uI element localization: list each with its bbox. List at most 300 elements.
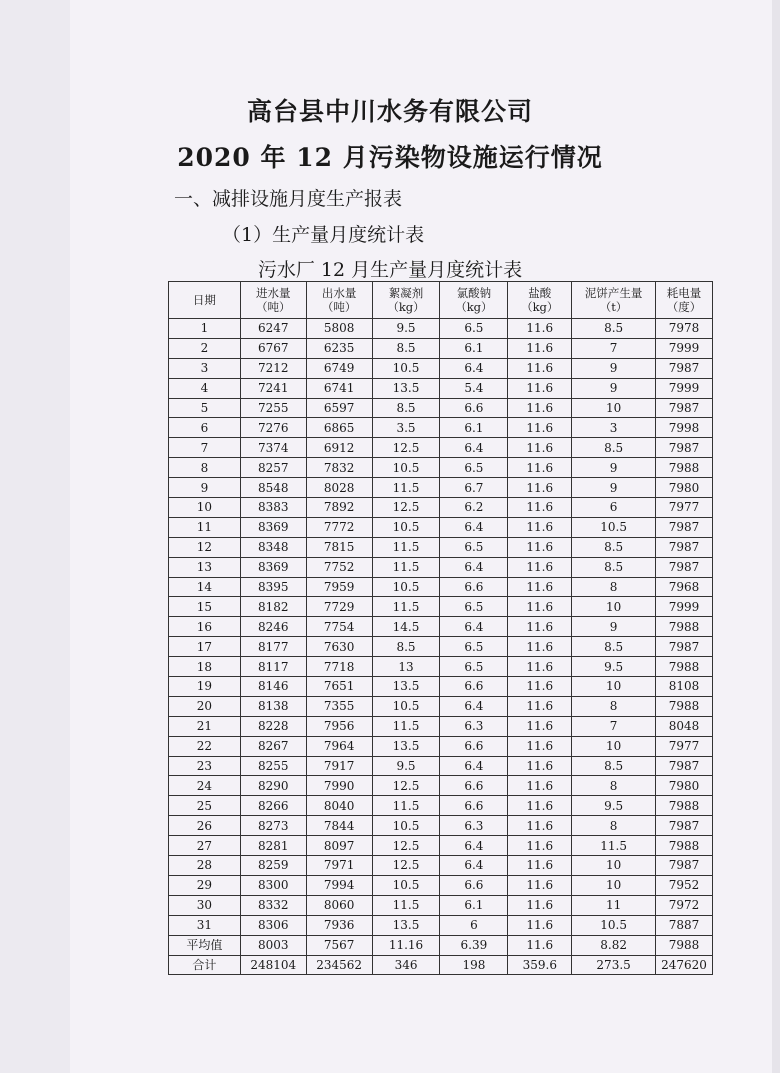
column-header bbox=[372, 282, 440, 319]
table-cell: 7956 bbox=[306, 716, 372, 736]
table-cell: 7988 bbox=[656, 657, 713, 677]
table-cell: 8040 bbox=[306, 796, 372, 816]
table-cell: 7754 bbox=[306, 617, 372, 637]
table-cell: 12.5 bbox=[372, 438, 440, 458]
table-cell: 11.6 bbox=[508, 597, 572, 617]
table-cell: 29 bbox=[169, 875, 241, 895]
table-cell: 13.5 bbox=[372, 378, 440, 398]
table-cell: 7988 bbox=[656, 836, 713, 856]
table-cell: 10 bbox=[572, 875, 656, 895]
table-cell: 6.39 bbox=[440, 935, 508, 955]
table-cell: 27 bbox=[169, 836, 241, 856]
column-header-label: 盐酸 bbox=[528, 286, 552, 300]
table-cell: 6.3 bbox=[440, 716, 508, 736]
table-cell: 6.4 bbox=[440, 358, 508, 378]
table-cell: 6 bbox=[572, 498, 656, 518]
table-cell: 9.5 bbox=[572, 657, 656, 677]
table-cell: 9 bbox=[572, 378, 656, 398]
table-cell: 11.6 bbox=[508, 875, 572, 895]
table-cell: 10 bbox=[572, 597, 656, 617]
table-cell: 5 bbox=[169, 398, 241, 418]
table-cell: 11.6 bbox=[508, 438, 572, 458]
table-cell: 7980 bbox=[656, 776, 713, 796]
table-cell: 7374 bbox=[240, 438, 306, 458]
table-cell: 3 bbox=[572, 418, 656, 438]
table-cell: 9 bbox=[572, 358, 656, 378]
table-cell: 7 bbox=[572, 716, 656, 736]
table-row bbox=[169, 398, 713, 418]
table-cell: 7276 bbox=[240, 418, 306, 438]
column-header bbox=[508, 282, 572, 319]
table-row bbox=[169, 458, 713, 478]
table-cell: 7255 bbox=[240, 398, 306, 418]
table-cell: 6749 bbox=[306, 358, 372, 378]
table-cell: 198 bbox=[440, 955, 508, 975]
table-cell: 11.6 bbox=[508, 557, 572, 577]
table-row bbox=[169, 696, 713, 716]
table-cell: 8281 bbox=[240, 836, 306, 856]
table-cell: 8332 bbox=[240, 895, 306, 915]
table-cell: 7988 bbox=[656, 696, 713, 716]
table-cell: 6.7 bbox=[440, 478, 508, 498]
table-cell: 7999 bbox=[656, 378, 713, 398]
table-cell: 22 bbox=[169, 736, 241, 756]
table-cell: 7998 bbox=[656, 418, 713, 438]
table-cell: 7729 bbox=[306, 597, 372, 617]
table-cell: 8369 bbox=[240, 517, 306, 537]
column-header-unit: （kg） bbox=[455, 300, 493, 314]
table-cell: 10 bbox=[572, 856, 656, 876]
table-cell: 8.5 bbox=[572, 438, 656, 458]
table-cell: 8 bbox=[572, 776, 656, 796]
table-cell: 7630 bbox=[306, 637, 372, 657]
table-cell: 11.5 bbox=[372, 895, 440, 915]
table-cell: 8.5 bbox=[372, 398, 440, 418]
table-cell: 11.6 bbox=[508, 696, 572, 716]
table-cell: 31 bbox=[169, 915, 241, 935]
table-cell: 8 bbox=[169, 458, 241, 478]
table-row bbox=[169, 677, 713, 697]
table-cell: 8257 bbox=[240, 458, 306, 478]
table-cell: 7887 bbox=[656, 915, 713, 935]
table-cell: 7355 bbox=[306, 696, 372, 716]
column-header-label: 泥饼产生量 bbox=[584, 286, 643, 300]
table-cell: 8048 bbox=[656, 716, 713, 736]
table-cell: 8.5 bbox=[372, 338, 440, 358]
table-cell: 6.4 bbox=[440, 438, 508, 458]
column-header-label: 氯酸钠 bbox=[456, 286, 492, 300]
table-cell: 7567 bbox=[306, 935, 372, 955]
table-cell: 8267 bbox=[240, 736, 306, 756]
column-header-unit: （kg） bbox=[387, 300, 425, 314]
table-cell: 11.5 bbox=[572, 836, 656, 856]
table-cell: 8.5 bbox=[572, 557, 656, 577]
table-cell: 11.6 bbox=[508, 517, 572, 537]
table-cell: 15 bbox=[169, 597, 241, 617]
table-cell: 13.5 bbox=[372, 915, 440, 935]
table-cell: 11.6 bbox=[508, 617, 572, 637]
table-cell: 10.5 bbox=[372, 875, 440, 895]
table-cell: 8.5 bbox=[572, 319, 656, 339]
table-row bbox=[169, 498, 713, 518]
table-cell: 1 bbox=[169, 319, 241, 339]
table-cell: 6.3 bbox=[440, 816, 508, 836]
table-caption: 污水厂 12 月生产量月度统计表 bbox=[257, 259, 523, 281]
table-cell: 平均值 bbox=[169, 935, 241, 955]
table-cell: 7987 bbox=[656, 537, 713, 557]
table-cell: 248104 bbox=[240, 955, 306, 975]
table-cell: 7952 bbox=[656, 875, 713, 895]
table-cell: 8306 bbox=[240, 915, 306, 935]
table-row bbox=[169, 756, 713, 776]
table-cell: 21 bbox=[169, 716, 241, 736]
column-header-label: 耗电量 bbox=[666, 286, 702, 300]
table-cell: 6865 bbox=[306, 418, 372, 438]
table-cell: 8246 bbox=[240, 617, 306, 637]
table-cell: 346 bbox=[372, 955, 440, 975]
table-cell: 14 bbox=[169, 577, 241, 597]
table-cell: 8259 bbox=[240, 856, 306, 876]
table-cell: 6.6 bbox=[440, 577, 508, 597]
table-cell: 18 bbox=[169, 657, 241, 677]
table-cell: 7971 bbox=[306, 856, 372, 876]
table-cell: 8117 bbox=[240, 657, 306, 677]
table-row bbox=[169, 915, 713, 935]
table-row bbox=[169, 597, 713, 617]
table-cell: 11.6 bbox=[508, 677, 572, 697]
table-cell: 11.6 bbox=[508, 796, 572, 816]
column-header bbox=[306, 282, 372, 319]
table-cell: 3 bbox=[169, 358, 241, 378]
table-cell: 6.5 bbox=[440, 458, 508, 478]
table-cell: 11.6 bbox=[508, 358, 572, 378]
column-header bbox=[169, 282, 241, 319]
column-header-unit: （度） bbox=[666, 300, 702, 314]
table-cell: 8 bbox=[572, 816, 656, 836]
column-header-unit: （吨） bbox=[255, 300, 291, 314]
table-row bbox=[169, 438, 713, 458]
table-row bbox=[169, 856, 713, 876]
table-cell: 11.5 bbox=[372, 796, 440, 816]
table-cell: 9 bbox=[572, 617, 656, 637]
table-cell: 7 bbox=[169, 438, 241, 458]
table-cell: 8300 bbox=[240, 875, 306, 895]
table-row bbox=[169, 935, 713, 955]
table-cell: 8383 bbox=[240, 498, 306, 518]
table-cell: 11.6 bbox=[508, 756, 572, 776]
table-cell: 8097 bbox=[306, 836, 372, 856]
table-cell: 合计 bbox=[169, 955, 241, 975]
table-cell: 11.6 bbox=[508, 418, 572, 438]
table-cell: 9.5 bbox=[372, 756, 440, 776]
table-cell: 8146 bbox=[240, 677, 306, 697]
table-cell: 6.5 bbox=[440, 657, 508, 677]
table-cell: 9.5 bbox=[572, 796, 656, 816]
table-cell: 8 bbox=[572, 696, 656, 716]
table-cell: 7977 bbox=[656, 736, 713, 756]
table-row bbox=[169, 517, 713, 537]
table-cell: 28 bbox=[169, 856, 241, 876]
table-cell: 6 bbox=[169, 418, 241, 438]
table-cell: 8060 bbox=[306, 895, 372, 915]
table-cell: 7994 bbox=[306, 875, 372, 895]
table-cell: 273.5 bbox=[572, 955, 656, 975]
column-header-unit: （t） bbox=[599, 300, 628, 314]
table-cell: 11.6 bbox=[508, 637, 572, 657]
table-cell: 13.5 bbox=[372, 736, 440, 756]
table-cell: 8273 bbox=[240, 816, 306, 836]
table-cell: 12.5 bbox=[372, 836, 440, 856]
table-cell: 6767 bbox=[240, 338, 306, 358]
table-row bbox=[169, 816, 713, 836]
table-cell: 30 bbox=[169, 895, 241, 915]
table-cell: 6597 bbox=[306, 398, 372, 418]
table-cell: 10 bbox=[572, 677, 656, 697]
table-cell: 7 bbox=[572, 338, 656, 358]
table-cell: 10.5 bbox=[372, 517, 440, 537]
table-cell: 9.5 bbox=[372, 319, 440, 339]
table-cell: 7999 bbox=[656, 338, 713, 358]
table-cell: 8548 bbox=[240, 478, 306, 498]
table-cell: 7987 bbox=[656, 756, 713, 776]
table-body bbox=[169, 319, 713, 975]
table-cell: 7987 bbox=[656, 856, 713, 876]
table-cell: 8.82 bbox=[572, 935, 656, 955]
table-cell: 16 bbox=[169, 617, 241, 637]
table-cell: 12.5 bbox=[372, 856, 440, 876]
table-cell: 8 bbox=[572, 577, 656, 597]
table-cell: 8348 bbox=[240, 537, 306, 557]
table-cell: 7844 bbox=[306, 816, 372, 836]
column-header bbox=[240, 282, 306, 319]
table-row bbox=[169, 338, 713, 358]
table-cell: 7990 bbox=[306, 776, 372, 796]
table-cell: 247620 bbox=[656, 955, 713, 975]
table-cell: 7987 bbox=[656, 557, 713, 577]
table-cell: 11.5 bbox=[372, 716, 440, 736]
table-cell: 10 bbox=[572, 736, 656, 756]
table-cell: 8003 bbox=[240, 935, 306, 955]
table-cell: 8369 bbox=[240, 557, 306, 577]
table-cell: 7815 bbox=[306, 537, 372, 557]
table-cell: 7651 bbox=[306, 677, 372, 697]
column-header-label: 絮凝剂 bbox=[388, 286, 424, 300]
table-cell: 359.6 bbox=[508, 955, 572, 975]
table-cell: 11.6 bbox=[508, 537, 572, 557]
table-cell: 7987 bbox=[656, 816, 713, 836]
table-row bbox=[169, 378, 713, 398]
table-cell: 7987 bbox=[656, 637, 713, 657]
table-cell: 6.4 bbox=[440, 696, 508, 716]
table-cell: 11.6 bbox=[508, 398, 572, 418]
table-cell: 11.6 bbox=[508, 319, 572, 339]
table-cell: 7936 bbox=[306, 915, 372, 935]
table-cell: 6.4 bbox=[440, 756, 508, 776]
table-cell: 11.6 bbox=[508, 816, 572, 836]
table-cell: 8.5 bbox=[572, 637, 656, 657]
table-cell: 6.5 bbox=[440, 597, 508, 617]
section-heading: 一、减排设施月度生产报表 bbox=[174, 188, 403, 210]
column-header bbox=[656, 282, 713, 319]
table-cell: 3.5 bbox=[372, 418, 440, 438]
table-cell: 11.6 bbox=[508, 856, 572, 876]
table-cell: 7978 bbox=[656, 319, 713, 339]
table-cell: 13 bbox=[372, 657, 440, 677]
table-cell: 11.6 bbox=[508, 836, 572, 856]
table-cell: 11.6 bbox=[508, 736, 572, 756]
table-row bbox=[169, 836, 713, 856]
table-cell: 7959 bbox=[306, 577, 372, 597]
table-cell: 10.5 bbox=[572, 517, 656, 537]
table-cell: 11.6 bbox=[508, 895, 572, 915]
table-cell: 6.1 bbox=[440, 895, 508, 915]
table-cell: 10.5 bbox=[572, 915, 656, 935]
table-cell: 11.16 bbox=[372, 935, 440, 955]
table-cell: 7972 bbox=[656, 895, 713, 915]
production-statistics-table bbox=[168, 281, 713, 975]
table-cell: 11.5 bbox=[372, 537, 440, 557]
table-cell: 5.4 bbox=[440, 378, 508, 398]
table-cell: 8108 bbox=[656, 677, 713, 697]
table-cell: 10.5 bbox=[372, 816, 440, 836]
table-row bbox=[169, 716, 713, 736]
table-cell: 7718 bbox=[306, 657, 372, 677]
table-cell: 10.5 bbox=[372, 696, 440, 716]
table-cell: 8255 bbox=[240, 756, 306, 776]
column-header-label: 出水量 bbox=[321, 286, 357, 300]
table-cell: 6.4 bbox=[440, 557, 508, 577]
table-cell: 7772 bbox=[306, 517, 372, 537]
table-row bbox=[169, 955, 713, 975]
table-cell: 6.6 bbox=[440, 736, 508, 756]
table-cell: 7752 bbox=[306, 557, 372, 577]
table-cell: 7980 bbox=[656, 478, 713, 498]
table-cell: 6.4 bbox=[440, 836, 508, 856]
table-row bbox=[169, 736, 713, 756]
table-cell: 6.5 bbox=[440, 319, 508, 339]
table-cell: 7987 bbox=[656, 398, 713, 418]
table-cell: 8228 bbox=[240, 716, 306, 736]
table-cell: 2 bbox=[169, 338, 241, 358]
table-cell: 8028 bbox=[306, 478, 372, 498]
table-cell: 12.5 bbox=[372, 498, 440, 518]
table-cell: 4 bbox=[169, 378, 241, 398]
table-cell: 8.5 bbox=[372, 637, 440, 657]
table-cell: 8395 bbox=[240, 577, 306, 597]
table-cell: 6.4 bbox=[440, 617, 508, 637]
table-cell: 17 bbox=[169, 637, 241, 657]
table-cell: 11.6 bbox=[508, 577, 572, 597]
table-row bbox=[169, 358, 713, 378]
table-cell: 7977 bbox=[656, 498, 713, 518]
table-header-row bbox=[169, 282, 713, 319]
table-cell: 7892 bbox=[306, 498, 372, 518]
table-cell: 7999 bbox=[656, 597, 713, 617]
table-cell: 6.5 bbox=[440, 537, 508, 557]
table-cell: 11.5 bbox=[372, 557, 440, 577]
table-cell: 10.5 bbox=[372, 458, 440, 478]
table-cell: 9 bbox=[572, 458, 656, 478]
table-row bbox=[169, 418, 713, 438]
table-cell: 8138 bbox=[240, 696, 306, 716]
table-cell: 12.5 bbox=[372, 776, 440, 796]
table-cell: 7988 bbox=[656, 935, 713, 955]
table-row bbox=[169, 875, 713, 895]
table-cell: 13.5 bbox=[372, 677, 440, 697]
table-cell: 10 bbox=[572, 398, 656, 418]
report-title: 2020 年 12 月污染物设施运行情况 bbox=[177, 143, 603, 172]
table-cell: 7917 bbox=[306, 756, 372, 776]
table-cell: 8177 bbox=[240, 637, 306, 657]
table-cell: 6.4 bbox=[440, 856, 508, 876]
table-cell: 6.6 bbox=[440, 398, 508, 418]
table-cell: 7832 bbox=[306, 458, 372, 478]
table-cell: 6.4 bbox=[440, 517, 508, 537]
table-cell: 8266 bbox=[240, 796, 306, 816]
table-cell: 8.5 bbox=[572, 756, 656, 776]
table-cell: 6.2 bbox=[440, 498, 508, 518]
table-cell: 9 bbox=[169, 478, 241, 498]
table-cell: 25 bbox=[169, 796, 241, 816]
table-cell: 11.6 bbox=[508, 657, 572, 677]
table-cell: 6.5 bbox=[440, 637, 508, 657]
table-cell: 8290 bbox=[240, 776, 306, 796]
table-row bbox=[169, 577, 713, 597]
table-cell: 8.5 bbox=[572, 537, 656, 557]
table-cell: 7987 bbox=[656, 438, 713, 458]
table-cell: 11.6 bbox=[508, 458, 572, 478]
column-header bbox=[572, 282, 656, 319]
table-cell: 7968 bbox=[656, 577, 713, 597]
table-cell: 6741 bbox=[306, 378, 372, 398]
table-cell: 6912 bbox=[306, 438, 372, 458]
table-cell: 10 bbox=[169, 498, 241, 518]
table-row bbox=[169, 657, 713, 677]
table-cell: 6247 bbox=[240, 319, 306, 339]
column-header-unit: （吨） bbox=[321, 300, 357, 314]
table-cell: 14.5 bbox=[372, 617, 440, 637]
table-cell: 10.5 bbox=[372, 577, 440, 597]
table-row bbox=[169, 637, 713, 657]
table-cell: 10.5 bbox=[372, 358, 440, 378]
table-cell: 7964 bbox=[306, 736, 372, 756]
table-cell: 6.6 bbox=[440, 875, 508, 895]
table-cell: 6 bbox=[440, 915, 508, 935]
table-cell: 11.5 bbox=[372, 597, 440, 617]
column-header-label: 进水量 bbox=[255, 286, 291, 300]
table-cell: 11.6 bbox=[508, 498, 572, 518]
table-cell: 7988 bbox=[656, 458, 713, 478]
table-row bbox=[169, 617, 713, 637]
subsection-heading: （1）生产量月度统计表 bbox=[222, 224, 425, 246]
table-row bbox=[169, 319, 713, 339]
table-cell: 6.6 bbox=[440, 796, 508, 816]
table-cell: 24 bbox=[169, 776, 241, 796]
table-cell: 11.6 bbox=[508, 776, 572, 796]
table-cell: 26 bbox=[169, 816, 241, 836]
table-cell: 20 bbox=[169, 696, 241, 716]
table-cell: 11.6 bbox=[508, 915, 572, 935]
table-cell: 7987 bbox=[656, 517, 713, 537]
table-cell: 6235 bbox=[306, 338, 372, 358]
table-cell: 12 bbox=[169, 537, 241, 557]
company-title: 高台县中川水务有限公司 bbox=[246, 97, 533, 126]
table-cell: 11 bbox=[572, 895, 656, 915]
table-row bbox=[169, 557, 713, 577]
table-cell: 11 bbox=[169, 517, 241, 537]
table-cell: 23 bbox=[169, 756, 241, 776]
table-cell: 8182 bbox=[240, 597, 306, 617]
